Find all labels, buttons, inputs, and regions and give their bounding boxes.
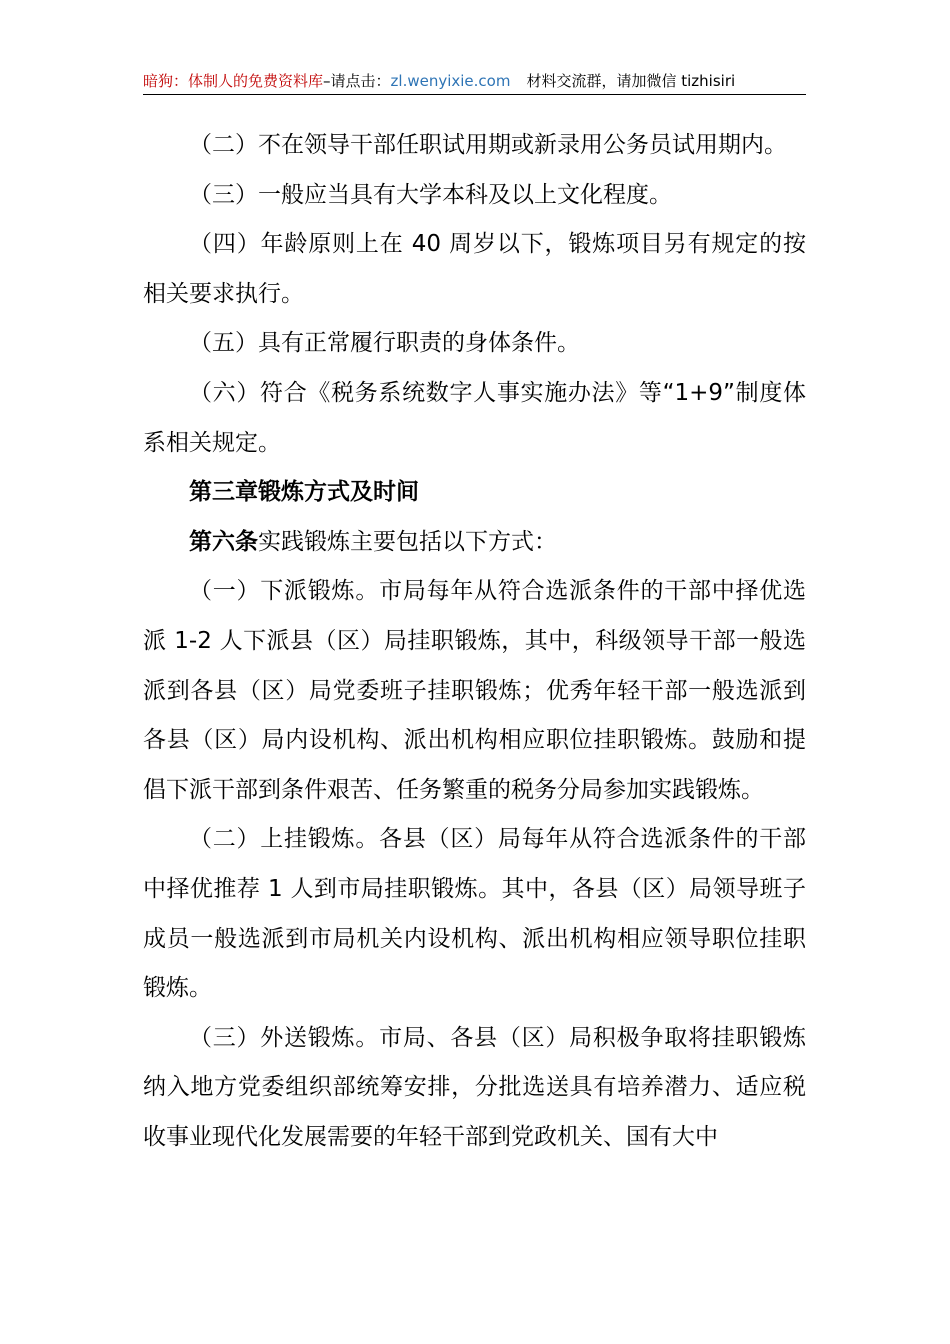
paragraph-item-6: （六）符合《税务系统数字人事实施办法》等“1+9”制度体系相关规定。 xyxy=(143,379,806,456)
header-brand: 暗狗：体制人的免费资料库 xyxy=(143,72,324,90)
page-header xyxy=(143,68,806,95)
paragraph-dispatch-down: （一）下派锻炼。市局每年从符合选派条件的干部中择优选派 1-2 人下派县（区）局挂职锻炼，其中，科级领导干部一般选派到各县（区）局党委班子挂职锻炼；优秀年轻干部一般选派到各县（区）局内设机构、派出机构相应职位挂职锻炼。鼓励和提倡下派干部到条件艰苦、任务繁重的税务分局参加实践锻炼。 xyxy=(143,578,806,803)
paragraph-item-5: （五）具有正常履行职责的身体条件。 xyxy=(189,330,580,357)
header-url-link[interactable]: zl.wenyixie.com xyxy=(390,72,511,90)
article-6-text: 实践锻炼主要包括以下方式： xyxy=(258,528,557,555)
paragraph-item-4: （四）年龄原则上在 40 周岁以下，锻炼项目另有规定的按相关要求执行。 xyxy=(143,231,806,307)
chapter-heading: 第三章锻炼方式及时间 xyxy=(189,479,419,506)
paragraph-dispatch-out: （三）外送锻炼。市局、各县（区）局积极争取将挂职锻炼纳入地方党委组织部统筹安排，分批选送具有培养潜力、适应税收事业现代化发展需要的年轻干部到党政机关、国有大中 xyxy=(143,1024,806,1150)
paragraph-item-2: （二）不在领导干部任职试用期或新录用公务员试用期内。 xyxy=(189,132,787,158)
paragraph-dispatch-up: （二）上挂锻炼。各县（区）局每年从符合选派条件的干部中择优推荐 1 人到市局挂职锻炼。其中，各县（区）局领导班子成员一般选派到市局机关内设机构、派出机构相应领导职位挂职锻炼。 xyxy=(143,826,806,1002)
document-body xyxy=(143,121,806,1162)
paragraph-item-3: （三）一般应当具有大学本科及以上文化程度。 xyxy=(189,181,672,208)
header-wechat-note: 材料交流群，请加微信 tizhisiri xyxy=(526,72,736,90)
article-6 xyxy=(143,518,806,568)
header-click-prompt: –请点击： xyxy=(323,72,391,90)
article-6-label: 第六条 xyxy=(189,528,258,555)
